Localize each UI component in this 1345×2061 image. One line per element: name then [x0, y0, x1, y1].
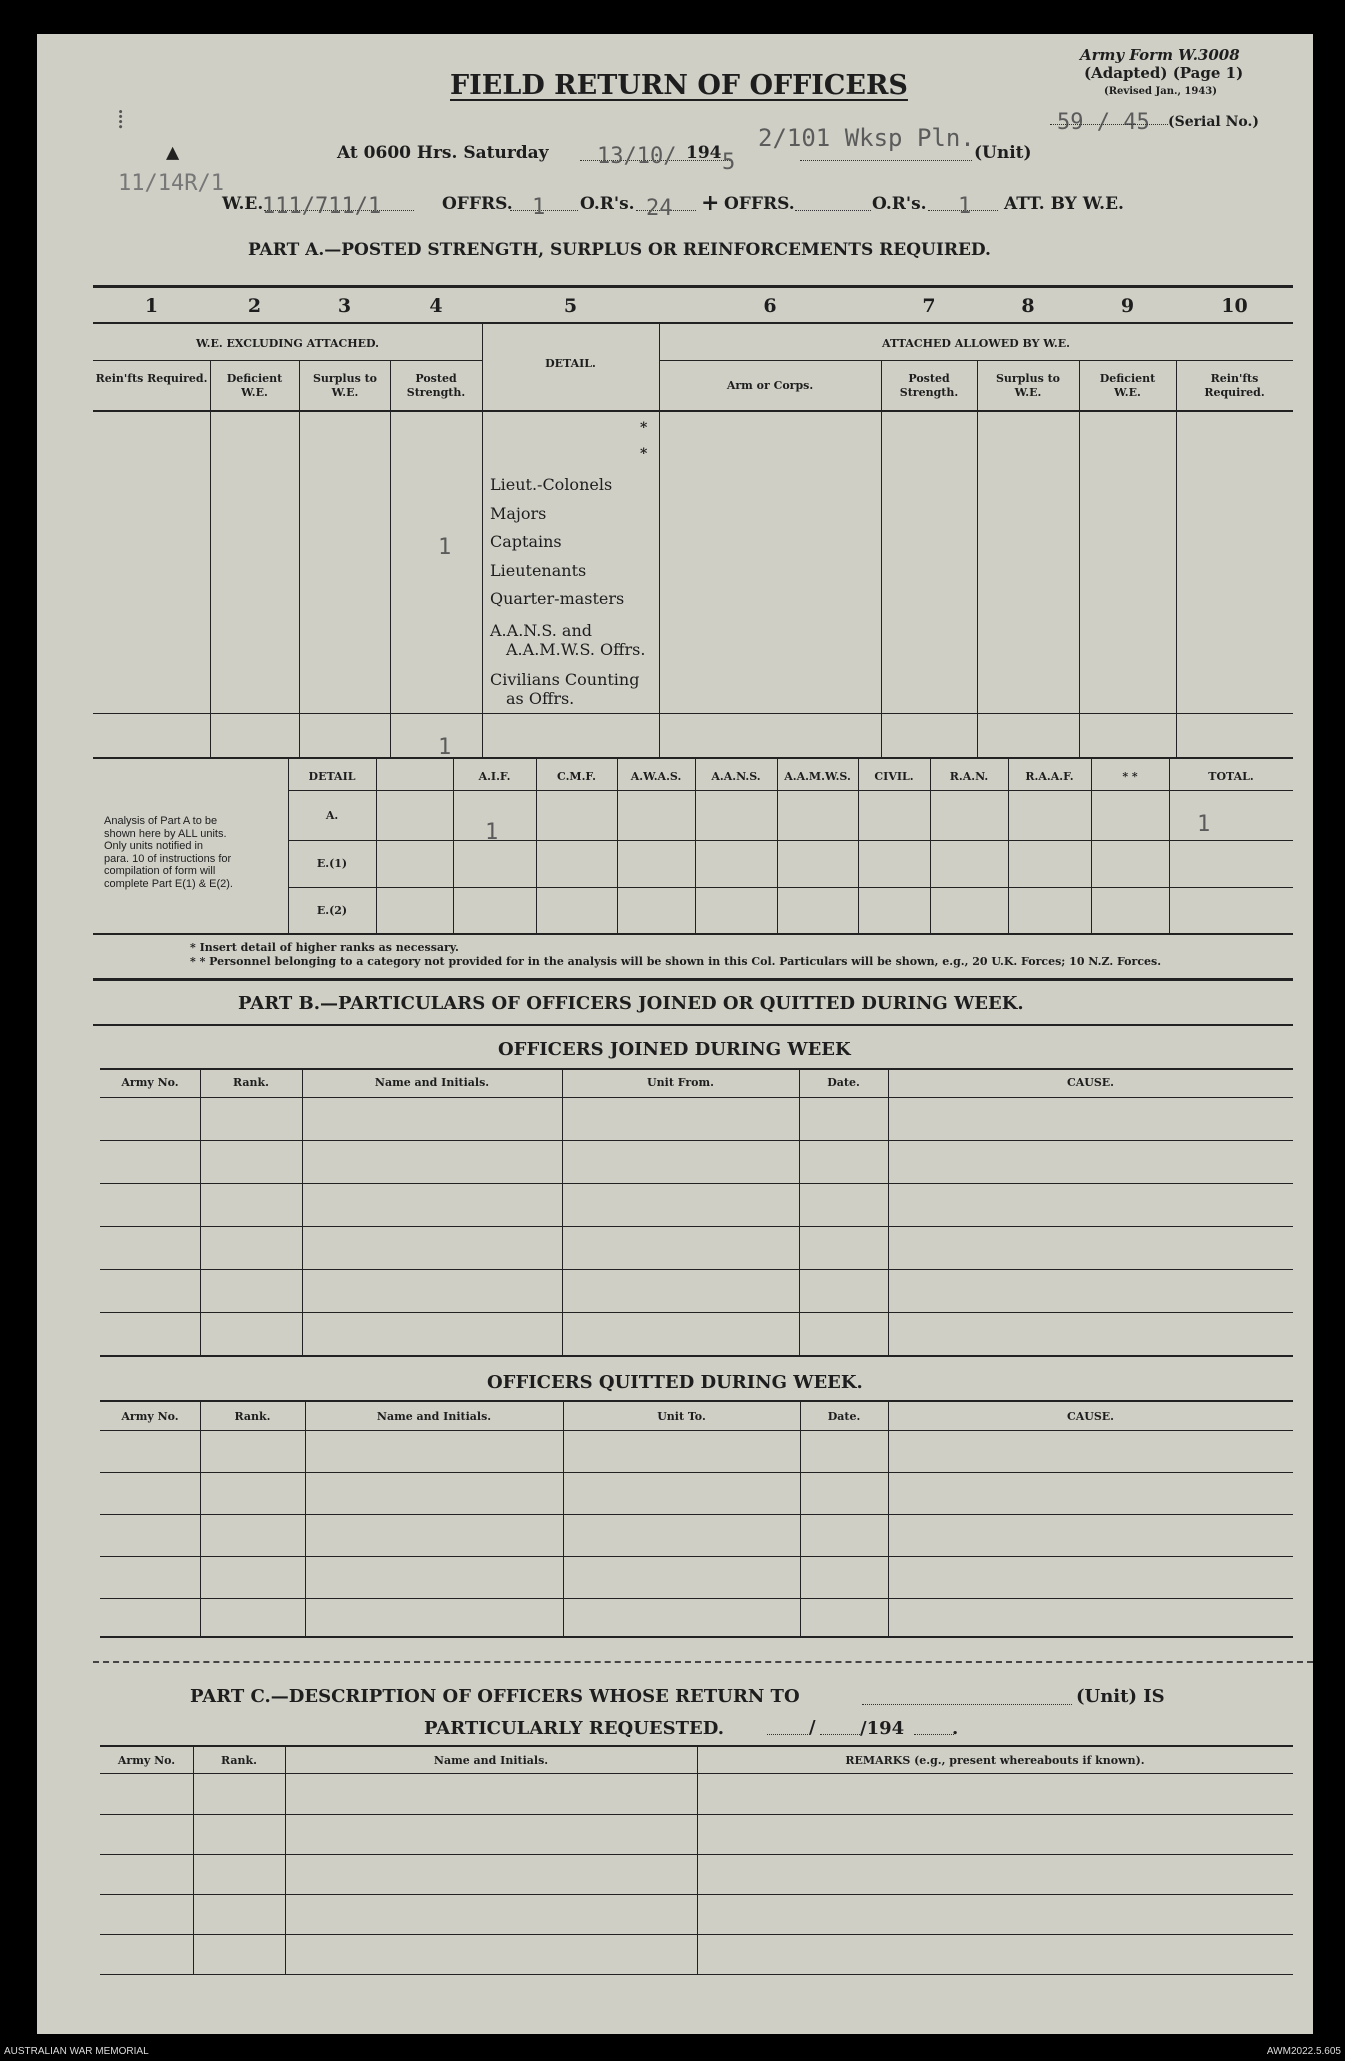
serial-typed: 59 / 45 [1057, 110, 1150, 135]
offrs2-label: OFFRS. [724, 194, 795, 214]
col-number-10: 10 [1221, 295, 1248, 317]
offrs-typed: 1 [532, 195, 546, 220]
rank-captains: Captains [490, 532, 562, 551]
sub-reinfts-left: Rein'fts Required. [95, 372, 208, 385]
sub-posted-left: Posted Strength. [406, 372, 466, 399]
att-label: ATT. BY W.E. [1004, 194, 1124, 214]
analysis-note: Analysis of Part A to be shown here by ALL units. Only units notified in para. 10 of instructions for compilation of form will complete Part E(1) & E(2). [104, 815, 233, 890]
part-c-year: /194 [860, 1718, 905, 1739]
an-row-e1: E.(1) [316, 857, 348, 870]
an-head-other: * * [1122, 770, 1138, 783]
ors2-typed: 1 [958, 194, 972, 219]
quitted-col-name: Name and Initials. [376, 1410, 492, 1423]
rank-lieutenants: Lieutenants [490, 561, 587, 580]
plus-sign: + [701, 190, 720, 216]
ors-typed: 24 [646, 196, 673, 221]
rank-aans: A.A.N.S. and [490, 621, 592, 640]
page-title: FIELD RETURN OF OFFICERS [450, 70, 908, 101]
sub-surplus-left: Surplus to W.E. [312, 372, 378, 399]
c-col-army-no: Army No. [117, 1754, 176, 1767]
col-number-3: 3 [337, 295, 352, 317]
ors-label: O.R's. [580, 194, 635, 214]
form-ref-line2: (Adapted) (Page 1) [1084, 64, 1244, 82]
year-typed: 5 [722, 150, 736, 175]
an-row-e2: E.(2) [316, 904, 348, 917]
an-total-a-typed: 1 [1197, 812, 1211, 837]
sub-reinfts-right: Rein'fts Required. [1204, 372, 1265, 399]
an-head-aif: A.I.F. [478, 770, 511, 783]
quitted-col-unit-to: Unit To. [657, 1410, 706, 1423]
col-number-4: 4 [429, 295, 443, 317]
unit-typed: 2/101 Wksp Pln. [758, 124, 975, 152]
sub-posted-right: Posted Strength. [899, 372, 959, 399]
col-number-9: 9 [1120, 295, 1135, 317]
ors2-label: O.R's. [872, 194, 927, 214]
col-number-5: 5 [563, 295, 578, 317]
margin-tick: ▲ [166, 140, 180, 165]
an-head-aamws: A.A.M.W.S. [784, 770, 851, 783]
date-typed: 13/10/ [597, 144, 677, 169]
form-ref-line1: Army Form W.3008 [1080, 46, 1240, 64]
rank-lieut-colonels: Lieut.-Colonels [490, 475, 613, 494]
sub-deficient-right: Deficient W.E. [1099, 372, 1156, 399]
joined-col-name: Name and Initials. [374, 1076, 490, 1089]
serial-label: (Serial No.) [1168, 114, 1259, 130]
an-head-awas: A.W.A.S. [630, 770, 682, 783]
col-number-2: 2 [247, 295, 262, 317]
joined-col-cause: CAUSE. [1066, 1076, 1115, 1089]
col-number-6: 6 [763, 295, 777, 317]
part-c-line1: PART C.—DESCRIPTION OF OFFICERS WHOSE RETURN TO [190, 1686, 800, 1707]
sub-surplus-right: Surplus to W.E. [995, 372, 1061, 399]
an-head-ran: R.A.N. [949, 770, 989, 783]
at-hours-label: At 0600 Hrs. Saturday [337, 143, 549, 163]
group-attached: ATTACHED ALLOWED BY W.E. [882, 337, 1070, 350]
footnote-1: * Insert detail of higher ranks as necessary. [190, 941, 459, 954]
col-number-7: 7 [922, 295, 936, 317]
part-a-title: PART A.—POSTED STRENGTH, SURPLUS OR REINFORCEMENTS REQUIRED. [248, 240, 991, 260]
group-we-excluding: W.E. EXCLUDING ATTACHED. [195, 337, 380, 350]
rank-civilians: Civilians Counting [490, 670, 640, 689]
posted-captains-typed: 1 [438, 535, 452, 560]
c-col-rank: Rank. [221, 1754, 257, 1767]
c-col-remarks: REMARKS (e.g., present whereabouts if known). [845, 1754, 1145, 1767]
joined-col-rank: Rank. [233, 1076, 269, 1089]
we-typed: 111/711/1 [262, 194, 382, 219]
footer-left: AUSTRALIAN WAR MEMORIAL [4, 2046, 149, 2057]
an-aif-a-typed: 1 [485, 820, 499, 845]
year-prefix: 194 [686, 143, 722, 163]
offrs-label: OFFRS. [442, 194, 513, 214]
margin-mark: ⁞ [117, 105, 125, 135]
an-head-aans: A.A.N.S. [711, 770, 761, 783]
quitted-col-cause: CAUSE. [1066, 1410, 1115, 1423]
star-2: * [640, 446, 648, 462]
joined-title: OFFICERS JOINED DURING WEEK [498, 1039, 851, 1060]
c-col-name: Name and Initials. [433, 1754, 549, 1767]
joined-col-army-no: Army No. [121, 1076, 179, 1089]
part-c-unit-label: (Unit) IS [1076, 1686, 1165, 1707]
part-c-line2: PARTICULARLY REQUESTED. [424, 1718, 724, 1739]
posted-total-typed: 1 [438, 735, 452, 760]
quitted-title: OFFICERS QUITTED DURING WEEK. [487, 1372, 863, 1393]
an-head-total: TOTAL. [1208, 770, 1254, 783]
unit-label: (Unit) [974, 143, 1032, 163]
an-row-a: A. [325, 809, 339, 822]
rank-quarter-masters: Quarter-masters [490, 589, 625, 608]
quitted-col-army-no: Army No. [121, 1410, 179, 1423]
rank-as-offrs: as Offrs. [506, 689, 575, 708]
an-head-raaf: R.A.A.F. [1025, 770, 1074, 783]
joined-col-unit-from: Unit From. [647, 1076, 714, 1089]
detail-head: DETAIL. [545, 357, 596, 370]
col-number-8: 8 [1021, 295, 1035, 317]
we-label: W.E. [222, 194, 264, 214]
an-head-cmf: C.M.F. [557, 770, 596, 783]
rank-aamws: A.A.M.W.S. Offrs. [506, 640, 646, 659]
margin-ref: 11/14R/1 [118, 171, 224, 196]
an-head-civil: CIVIL. [874, 770, 914, 783]
sub-arm-corps: Arm or Corps. [726, 379, 814, 392]
cut-line [93, 1661, 1313, 1663]
quitted-col-date: Date. [827, 1410, 861, 1423]
rank-majors: Majors [490, 504, 547, 523]
part-b-title: PART B.—PARTICULARS OF OFFICERS JOINED OR QUITTED DURING WEEK. [238, 993, 1024, 1014]
footnote-2: * * Personnel belonging to a category not provided for in the analysis will be shown in this Col. Particulars will be shown, e.g., 20 U.K. Forces; 10 N.Z. Forces. [190, 955, 1162, 968]
an-head-detail: DETAIL [308, 770, 356, 783]
quitted-col-rank: Rank. [234, 1410, 271, 1423]
footer-right: AWM2022.5.605 [1266, 2046, 1341, 2057]
col-number-1: 1 [144, 295, 159, 317]
sub-deficient-left: Deficient W.E. [226, 372, 283, 399]
form-ref-line3: (Revised Jan., 1943) [1104, 86, 1217, 97]
joined-col-date: Date. [827, 1076, 860, 1089]
star-1: * [640, 420, 648, 436]
